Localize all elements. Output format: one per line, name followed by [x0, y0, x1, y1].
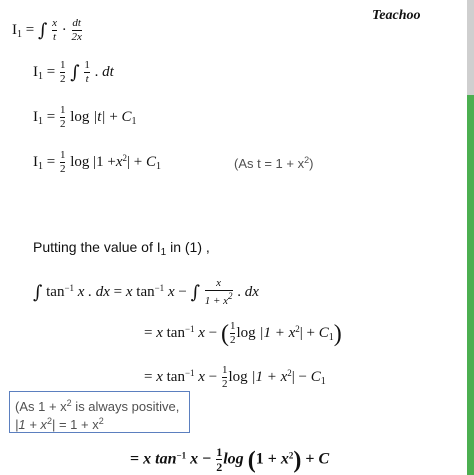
I-label: I [12, 21, 17, 38]
x: x [156, 324, 163, 341]
num: 1 [229, 320, 236, 332]
abs-open: |1 + [93, 153, 116, 170]
log: log [70, 108, 90, 125]
subscript: 1 [156, 160, 162, 172]
x: x [280, 450, 289, 468]
den: 2 [59, 162, 66, 175]
minus: − [208, 368, 218, 385]
dt: dt [102, 63, 114, 80]
den [205, 290, 233, 308]
equals: = [144, 324, 153, 341]
minus: − [202, 450, 212, 468]
abs-open: |1 + x [259, 324, 296, 341]
x: x [115, 153, 123, 170]
integral-sign: ∫ [37, 19, 48, 41]
paren-close: ) [333, 320, 342, 347]
integral-sign: ∫ [33, 281, 43, 303]
log: log [223, 450, 244, 468]
x: x [125, 283, 133, 300]
integration-line-c [144, 365, 326, 390]
log: log [228, 368, 248, 385]
minus: − [298, 368, 307, 385]
num: 1 [59, 149, 66, 161]
note-text: is always positive, [71, 399, 180, 414]
den-text: 1 + x [204, 294, 229, 307]
subscript: 1 [38, 115, 43, 127]
teachoo-logo: Teachoo [372, 8, 421, 23]
final-answer [130, 446, 329, 473]
inverse: −1 [184, 367, 195, 378]
tan: tan [166, 324, 185, 341]
equation-4 [33, 150, 161, 175]
log: log [236, 324, 256, 341]
num: 1 [221, 364, 228, 376]
putting-line [33, 240, 210, 258]
equals: = [113, 283, 123, 300]
tan: tan [155, 450, 177, 468]
square: 2 [122, 152, 128, 163]
equals: = [46, 63, 56, 80]
abs-t: |t| [93, 108, 106, 125]
note-text: |1 + x [15, 417, 47, 432]
x: x [143, 450, 152, 468]
log: log [70, 153, 90, 170]
plus: + [133, 153, 143, 170]
constant: C [318, 450, 330, 468]
constant: C [121, 108, 132, 125]
abs-open: |1 + x [251, 368, 288, 385]
abs-close: | [291, 368, 295, 385]
den: 2 [221, 377, 228, 390]
dot: . [94, 63, 99, 80]
inverse: −1 [64, 282, 75, 293]
fraction [216, 446, 222, 473]
integration-line-a [33, 278, 259, 307]
fraction [52, 18, 57, 43]
subscript: 1 [17, 28, 22, 40]
dx: dx [244, 283, 259, 300]
subscript: 1 [131, 115, 137, 127]
den: 2 [59, 117, 66, 130]
inverse: −1 [154, 282, 165, 293]
equals: = [46, 108, 56, 125]
positive-note-box [9, 391, 190, 433]
equals: = [144, 368, 153, 385]
subscript: 1 [160, 247, 167, 258]
note-text: | = 1 + x [51, 417, 99, 432]
dot: . [237, 283, 242, 300]
subscript: 1 [38, 160, 43, 172]
den: t [85, 72, 89, 85]
note-text: (As t = 1 + x [234, 156, 305, 171]
square: 2 [46, 416, 52, 426]
den: t [53, 30, 57, 43]
integral-sign: ∫ [70, 61, 80, 83]
constant: C [310, 368, 321, 385]
x: x [77, 283, 85, 300]
square: 2 [66, 398, 72, 408]
den: 2 [59, 72, 66, 85]
dx: . dx [88, 283, 110, 300]
equation-3 [33, 105, 137, 130]
num: 1 [59, 104, 66, 116]
text: in (1) , [166, 239, 210, 255]
fraction [60, 60, 66, 85]
note-text: (As 1 + x [15, 399, 67, 414]
text: Putting the value of I [33, 239, 161, 255]
note-line-2 [15, 417, 104, 431]
fraction [60, 150, 66, 175]
abs-close: | [299, 324, 303, 341]
equals: = [46, 153, 56, 170]
fraction [72, 18, 82, 43]
square: 2 [287, 367, 292, 378]
equation-2 [33, 60, 114, 85]
fraction [205, 278, 233, 307]
equals: = [130, 450, 140, 468]
note-line-1 [15, 399, 179, 413]
integration-line-b [144, 321, 342, 346]
subscript: 1 [38, 70, 43, 82]
square: 2 [98, 416, 104, 426]
square: 2 [228, 290, 233, 301]
scroll-indicator [467, 0, 474, 474]
square: 2 [304, 155, 310, 165]
scroll-thumb [467, 95, 474, 475]
x: x [198, 324, 205, 341]
dot: · [61, 21, 67, 38]
I-label: I [33, 63, 38, 80]
den: 2 [216, 459, 223, 474]
x: x [198, 368, 205, 385]
square: 2 [288, 450, 294, 461]
constant: C [318, 324, 329, 341]
inverse: −1 [184, 323, 195, 334]
num: x [216, 277, 222, 289]
x: x [167, 283, 175, 300]
tan: tan [46, 283, 65, 300]
num: 1 [59, 59, 66, 71]
fraction [222, 365, 228, 390]
equals: = [25, 21, 35, 38]
note-text: ) [309, 156, 314, 171]
minus: − [178, 283, 187, 300]
x: x [190, 450, 199, 468]
plus: + [305, 450, 315, 468]
plus: + [267, 450, 277, 468]
fraction [230, 321, 236, 346]
I-label: I [33, 153, 38, 170]
x: x [156, 368, 163, 385]
plus: + [306, 324, 315, 341]
inverse: −1 [176, 450, 187, 461]
abs-close: | [127, 153, 131, 170]
fraction [84, 60, 90, 85]
subscript: 1 [328, 331, 334, 343]
den: 2x [71, 30, 82, 43]
paren-close: ) [293, 447, 302, 474]
one: 1 [255, 450, 264, 468]
paren-open: ( [247, 447, 256, 474]
num: 1 [84, 59, 90, 71]
fraction [60, 105, 66, 130]
num: dt [72, 17, 81, 29]
den: 2 [229, 333, 236, 346]
equation-1 [12, 18, 83, 43]
num: 1 [216, 445, 223, 459]
paren-open: ( [220, 320, 229, 347]
integral-sign: ∫ [190, 281, 200, 303]
subscript: 1 [320, 375, 326, 387]
I-label: I [33, 108, 38, 125]
num: x [52, 17, 57, 29]
constant: C [146, 153, 157, 170]
minus: − [208, 324, 218, 341]
square: 2 [295, 323, 300, 334]
plus: + [109, 108, 118, 125]
tan: tan [166, 368, 185, 385]
tan: tan [136, 283, 155, 300]
substitution-note [234, 156, 313, 170]
